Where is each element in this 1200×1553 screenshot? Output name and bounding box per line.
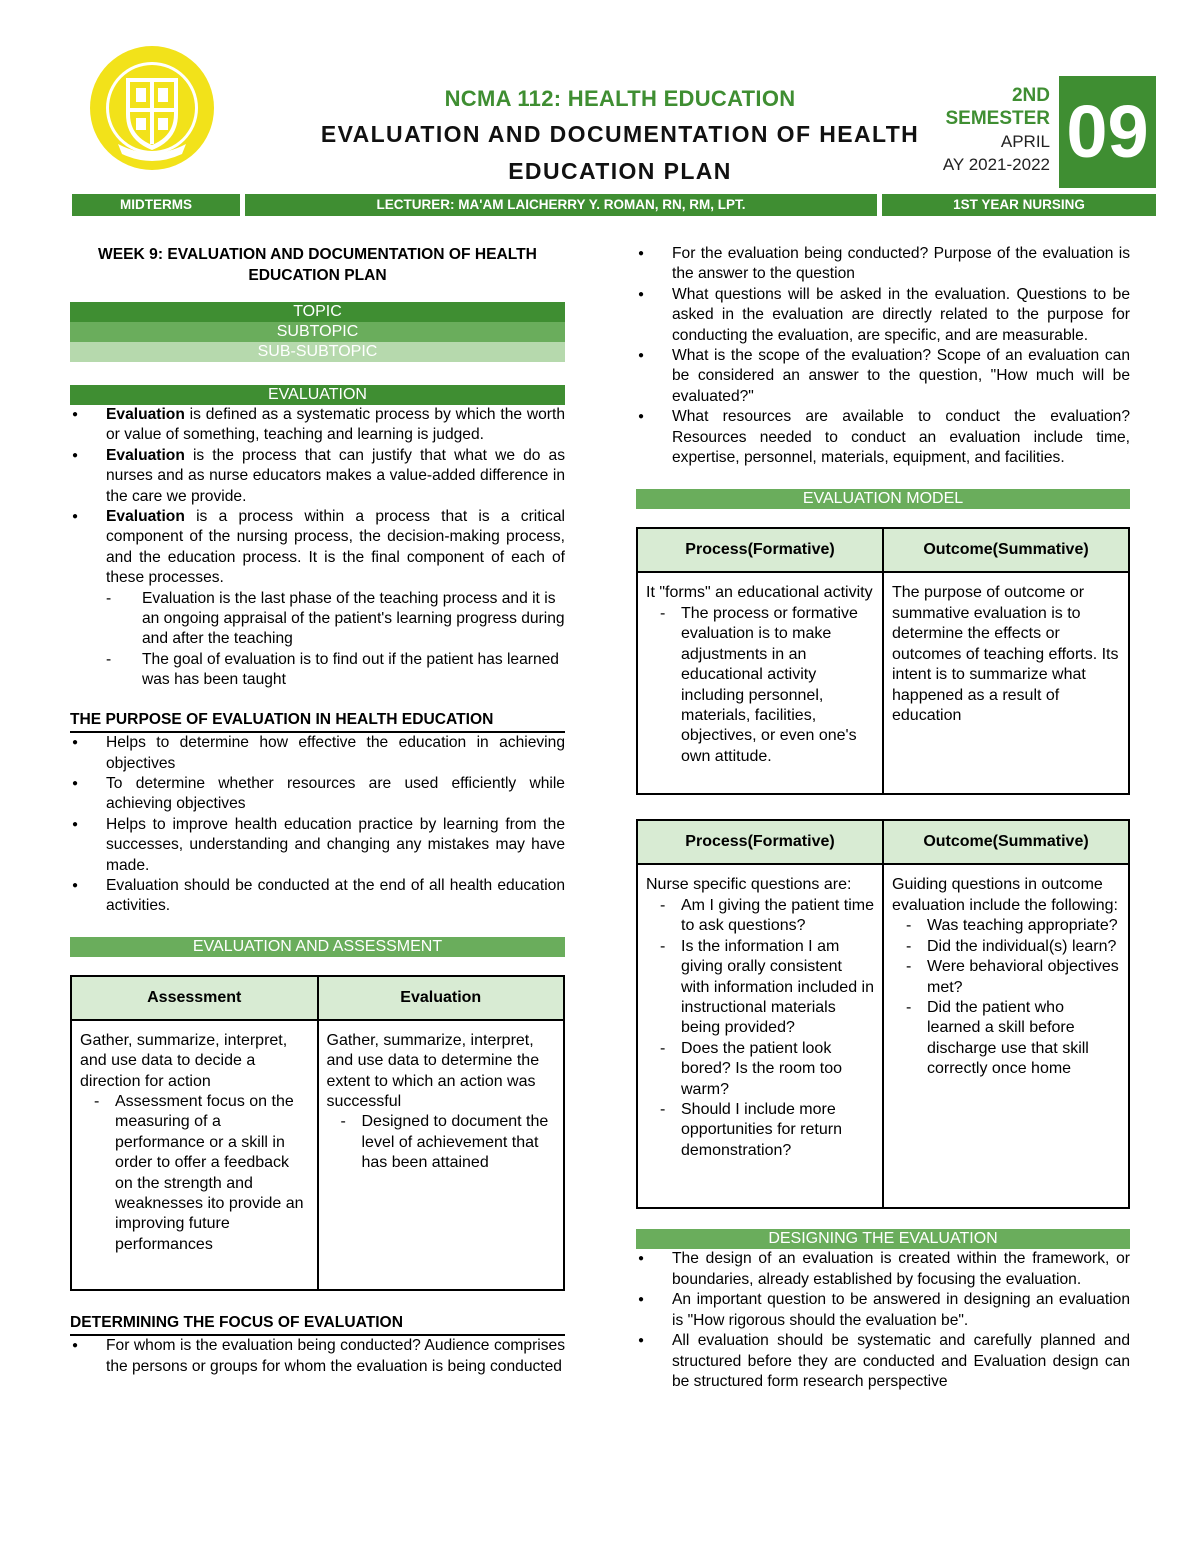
list-item: ● Evaluation is a process within a process that is a critical component of the nursing process, the decision-making process, and the education process. It is the final component of each of these processes. [70,507,565,589]
document-title: EVALUATION AND DOCUMENTATION OF HEALTH EDUCATION PLAN [320,121,920,184]
university-seal-logo [88,44,216,172]
legend-subtopic: SUBTOPIC [70,322,565,342]
table-header-outcome: Outcome(Summative) [883,820,1129,864]
table-cell: Gather, summarize, interpret, and use data to decide a direction for action - Assessment focus on the measuring of a performance or a skill in order to offer a feedback on the strength and weaknesses ito provide an improving future performances [71,1020,318,1290]
list-item: - The goal of evaluation is to find out if the patient has learned was has been taught [70,650,565,691]
legend-topic: TOPIC [70,302,565,322]
list-item: ● Evaluation should be conducted at the end of all health education activities. [70,876,565,917]
list-item: ● The design of an evaluation is created within the framework, or boundaries, already established by focusing the evaluation. [636,1249,1130,1290]
focus-list-left [70,1336,565,1377]
bar-lecturer: LECTURER: MA'AM LAICHERRY Y. ROMAN, RN, RM, LPT. [245,194,877,216]
left-column [70,244,565,1377]
list-item: ● Helps to determine how effective the education in achieving objectives [70,733,565,774]
focus-list-right [636,244,1130,468]
evaluation-model-table-1 [636,527,1130,795]
week-title: WEEK 9: EVALUATION AND DOCUMENTATION OF HEALTH EDUCATION PLAN [98,246,537,284]
table-header-assessment: Assessment [71,976,318,1020]
module-number-badge: 09 [1059,76,1156,188]
list-item: - Evaluation is the last phase of the teaching process and it is an ongoing appraisal of the patient's learning progress during and after the teaching [70,589,565,650]
table-header-process: Process(Formative) [637,528,883,572]
evaluation-dash-list [70,589,565,691]
section-heading-evaluation-model: EVALUATION MODEL [636,489,1130,509]
evaluation-list [70,405,565,589]
evaluation-model-table-2 [636,819,1130,1209]
table-header-process: Process(Formative) [637,820,883,864]
section-heading-purpose: THE PURPOSE OF EVALUATION IN HEALTH EDUCATION [70,710,565,733]
course-title: NCMA 112: HEALTH EDUCATION [444,86,796,111]
list-item: ● What resources are available to conduct the evaluation? Resources needed to conduct an evaluation include time, expertise, personnel, materials, equipment, and facilities. [636,407,1130,468]
table-cell: It "forms" an educational activity - The process or formative evaluation is to make adjustments in an educational activity including personnel, materials, facilities, objectives, or even one's own attitude. [637,572,883,794]
table-header-outcome: Outcome(Summative) [883,528,1129,572]
legend-subsubtopic: SUB-SUBTOPIC [70,342,565,362]
list-item: ● What is the scope of the evaluation? Scope of an evaluation can be considered an answer to the question, "How much will be evaluated?" [636,346,1130,407]
bar-midterms: MIDTERMS [72,194,240,216]
table-cell: Gather, summarize, interpret, and use data to determine the extent to which an action was successful - Designed to document the level of achievement that has been attained [318,1020,565,1290]
list-item: ● What questions will be asked in the evaluation. Questions to be asked in the evaluation are directly related to the purpose for conducting the evaluation, are specific, and are measurable. [636,285,1130,346]
table-cell: Guiding questions in outcome evaluation include the following: - Was teaching appropriate? - Did the individual(s) learn? - Were behavioral objectives met? - Did the patient who learned a skill before discharge use that skill correctly once home [883,864,1129,1208]
table-cell: The purpose of outcome or summative evaluation is to determine the effects or outcomes of teaching efforts. Its intent is to summarize what happened as a result of education [883,572,1129,794]
section-heading-focus: DETERMINING THE FOCUS OF EVALUATION [70,1313,565,1336]
section-heading-evaluation: EVALUATION [70,385,565,405]
list-item: ● An important question to be answered in designing an evaluation is "How rigorous should the evaluation be". [636,1290,1130,1331]
list-item: ● Helps to improve health education practice by learning from the successes, understanding and changing any mistakes may have made. [70,815,565,876]
table-cell: Nurse specific questions are: - Am I giving the patient time to ask questions? - Is the information I am giving orally consistent with information included in instructional materials being provided? - Does the patient look bored? Is the room too warm? - Should I include more opportunities for return demonstration? [637,864,883,1208]
list-item: ● For whom is the evaluation being conducted? Audience comprises the persons or groups for whom the evaluation is being conducted [70,1336,565,1377]
assessment-evaluation-table [70,975,565,1291]
list-item: ● To determine whether resources are used efficiently while achieving objectives [70,774,565,815]
list-item: ● Evaluation is defined as a systematic process by which the worth or value of something, teaching and learning is judged. [70,405,565,446]
list-item: ● Evaluation is the process that can justify that what we do as nurses and as nurse educators makes a value-added difference in the care we provide. [70,446,565,507]
section-heading-designing: DESIGNING THE EVALUATION [636,1229,1130,1249]
table-header-evaluation: Evaluation [318,976,565,1020]
list-item: ● For the evaluation being conducted? Purpose of the evaluation is the answer to the question [636,244,1130,285]
semester-block: 2ND SEMESTER APRIL AY 2021-2022 [942,85,1050,174]
section-heading-evaluation-assessment: EVALUATION AND ASSESSMENT [70,937,565,957]
purpose-list [70,733,565,917]
design-list [636,1249,1130,1392]
bar-year-level: 1ST YEAR NURSING [882,194,1156,216]
list-item: ● All evaluation should be systematic and carefully planned and structured before they are conducted and Evaluation design can be structured form research perspective [636,1331,1130,1392]
right-column [636,244,1130,1392]
